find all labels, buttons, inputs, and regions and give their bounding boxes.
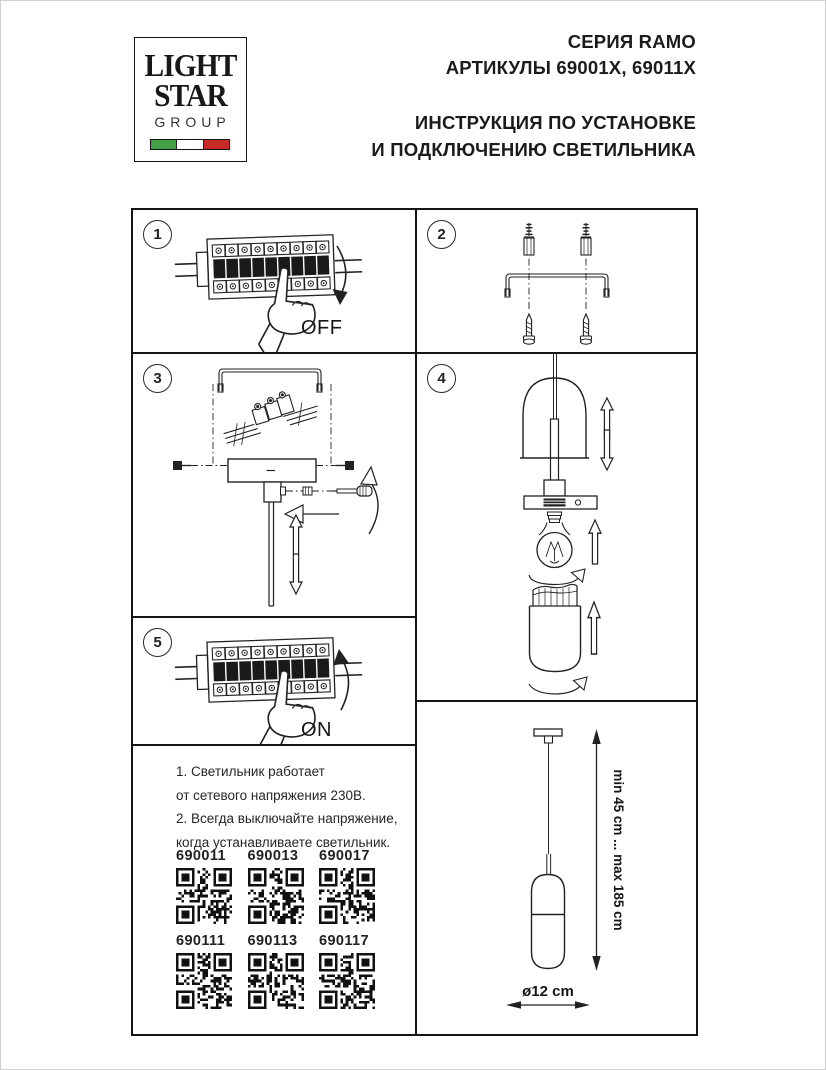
series-name: СЕРИЯ RAMO bbox=[567, 31, 696, 52]
qr-code bbox=[319, 868, 375, 924]
note-line: когда устанавливаете светильник. bbox=[176, 834, 391, 850]
set-screw-and-screwdriver bbox=[281, 486, 373, 496]
articles-line: АРТИКУЛЫ 69001X, 69011X bbox=[445, 57, 696, 78]
series-heading bbox=[446, 29, 696, 81]
rotate-arrow-icon bbox=[529, 677, 587, 694]
article-code: 690017 bbox=[319, 848, 370, 864]
screw-icon bbox=[524, 314, 535, 344]
arrow-up-icon bbox=[588, 602, 600, 654]
dimensions-panel bbox=[417, 702, 696, 1034]
arrow-down-icon bbox=[601, 430, 613, 470]
on-label: ON bbox=[301, 719, 332, 741]
wall-plug-icon bbox=[524, 223, 534, 255]
note-line: от сетевого напряжения 230В. bbox=[176, 787, 366, 803]
article-item bbox=[176, 848, 232, 924]
instruction-heading bbox=[371, 109, 696, 163]
breaker-on-diagram bbox=[133, 618, 417, 744]
note-line: 1. Светильник работает bbox=[176, 764, 325, 779]
logo-light: LIGHT bbox=[144, 47, 237, 83]
qr-code bbox=[176, 868, 232, 924]
step-4-panel bbox=[417, 354, 696, 702]
step-1-panel bbox=[133, 210, 417, 354]
safety-notes bbox=[176, 760, 397, 854]
alignment-lines bbox=[529, 244, 586, 312]
diameter-dimension bbox=[506, 983, 590, 1009]
article-code: 690113 bbox=[247, 933, 298, 949]
step-4-badge: 4 bbox=[427, 364, 456, 393]
article-code: 690111 bbox=[176, 933, 226, 949]
step-1-badge: 1 bbox=[143, 220, 172, 249]
height-label: min 45 cm ... max 185 cm bbox=[611, 769, 626, 931]
article-item bbox=[248, 933, 304, 1009]
screw-icon bbox=[581, 314, 592, 344]
light-bulb-icon bbox=[537, 512, 572, 568]
step-3-badge: 3 bbox=[143, 364, 172, 393]
title-line-2: И ПОДКЛЮЧЕНИЮ СВЕТИЛЬНИКА bbox=[371, 139, 696, 160]
note-line: 2. Всегда выключайте напряжение, bbox=[176, 811, 398, 826]
off-label: OFF bbox=[301, 317, 343, 339]
mounting-parts-diagram bbox=[417, 210, 696, 352]
circuit-breaker-icon bbox=[174, 637, 363, 703]
diameter-label: ø12 cm bbox=[522, 983, 574, 1000]
capsule-shade bbox=[532, 875, 565, 969]
lamp-assembly-diagram bbox=[417, 354, 696, 700]
qr-code bbox=[248, 868, 304, 924]
stem bbox=[547, 854, 551, 875]
lightstar-logo bbox=[134, 37, 247, 162]
suspension-cable bbox=[554, 354, 557, 419]
socket-plate bbox=[524, 480, 597, 509]
side-bolt-right bbox=[316, 461, 354, 470]
pendant-dimensions-diagram bbox=[417, 702, 696, 1032]
wall-plug-icon bbox=[581, 223, 591, 255]
step-2-badge: 2 bbox=[427, 220, 456, 249]
cylinder-shade bbox=[530, 584, 581, 671]
step-5-badge: 5 bbox=[143, 628, 172, 657]
mounting-bracket-icon bbox=[218, 369, 322, 392]
canopy-hub bbox=[264, 482, 281, 502]
arrow-down-head bbox=[333, 289, 348, 305]
article-qr-grid bbox=[176, 848, 375, 1009]
italian-flag-icon bbox=[150, 139, 230, 150]
article-code: 690117 bbox=[319, 933, 369, 949]
cable-gland bbox=[545, 736, 553, 743]
qr-code bbox=[248, 953, 304, 1009]
notes-panel bbox=[133, 746, 417, 1034]
arrow-down-icon bbox=[290, 554, 302, 594]
instruction-grid bbox=[131, 208, 698, 1036]
article-code: 690013 bbox=[247, 848, 299, 864]
rotate-arrow-icon bbox=[361, 467, 378, 534]
side-bolt-left bbox=[173, 461, 228, 470]
step-3-panel bbox=[133, 354, 417, 618]
logo-star: STAR bbox=[154, 77, 227, 114]
logo-group: GROUP bbox=[154, 113, 231, 130]
rotate-arrow-icon bbox=[529, 569, 585, 585]
arrow-up-curve bbox=[341, 658, 349, 710]
qr-code bbox=[319, 953, 375, 1009]
rod-sleeve bbox=[551, 419, 559, 481]
article-item bbox=[319, 933, 375, 1009]
wires-terminal-sketch bbox=[217, 383, 322, 449]
breaker-off-diagram bbox=[133, 210, 417, 352]
article-item bbox=[248, 848, 304, 924]
article-code: 690011 bbox=[176, 848, 226, 864]
mounting-bracket-icon bbox=[505, 274, 609, 297]
step-2-panel bbox=[417, 210, 696, 354]
article-item bbox=[319, 848, 375, 924]
install-zone-lines bbox=[213, 384, 331, 466]
qr-code bbox=[176, 953, 232, 1009]
wiring-mount-diagram bbox=[133, 354, 417, 616]
step-5-panel bbox=[133, 618, 417, 746]
height-dimension bbox=[592, 729, 626, 971]
title-line-1: ИНСТРУКЦИЯ ПО УСТАНОВКЕ bbox=[414, 112, 696, 133]
arrow-up-icon bbox=[589, 520, 601, 564]
arrow-down-curve bbox=[337, 246, 346, 296]
hanging-rod bbox=[269, 502, 274, 606]
article-item bbox=[176, 933, 232, 1009]
ceiling-plate bbox=[534, 729, 562, 736]
